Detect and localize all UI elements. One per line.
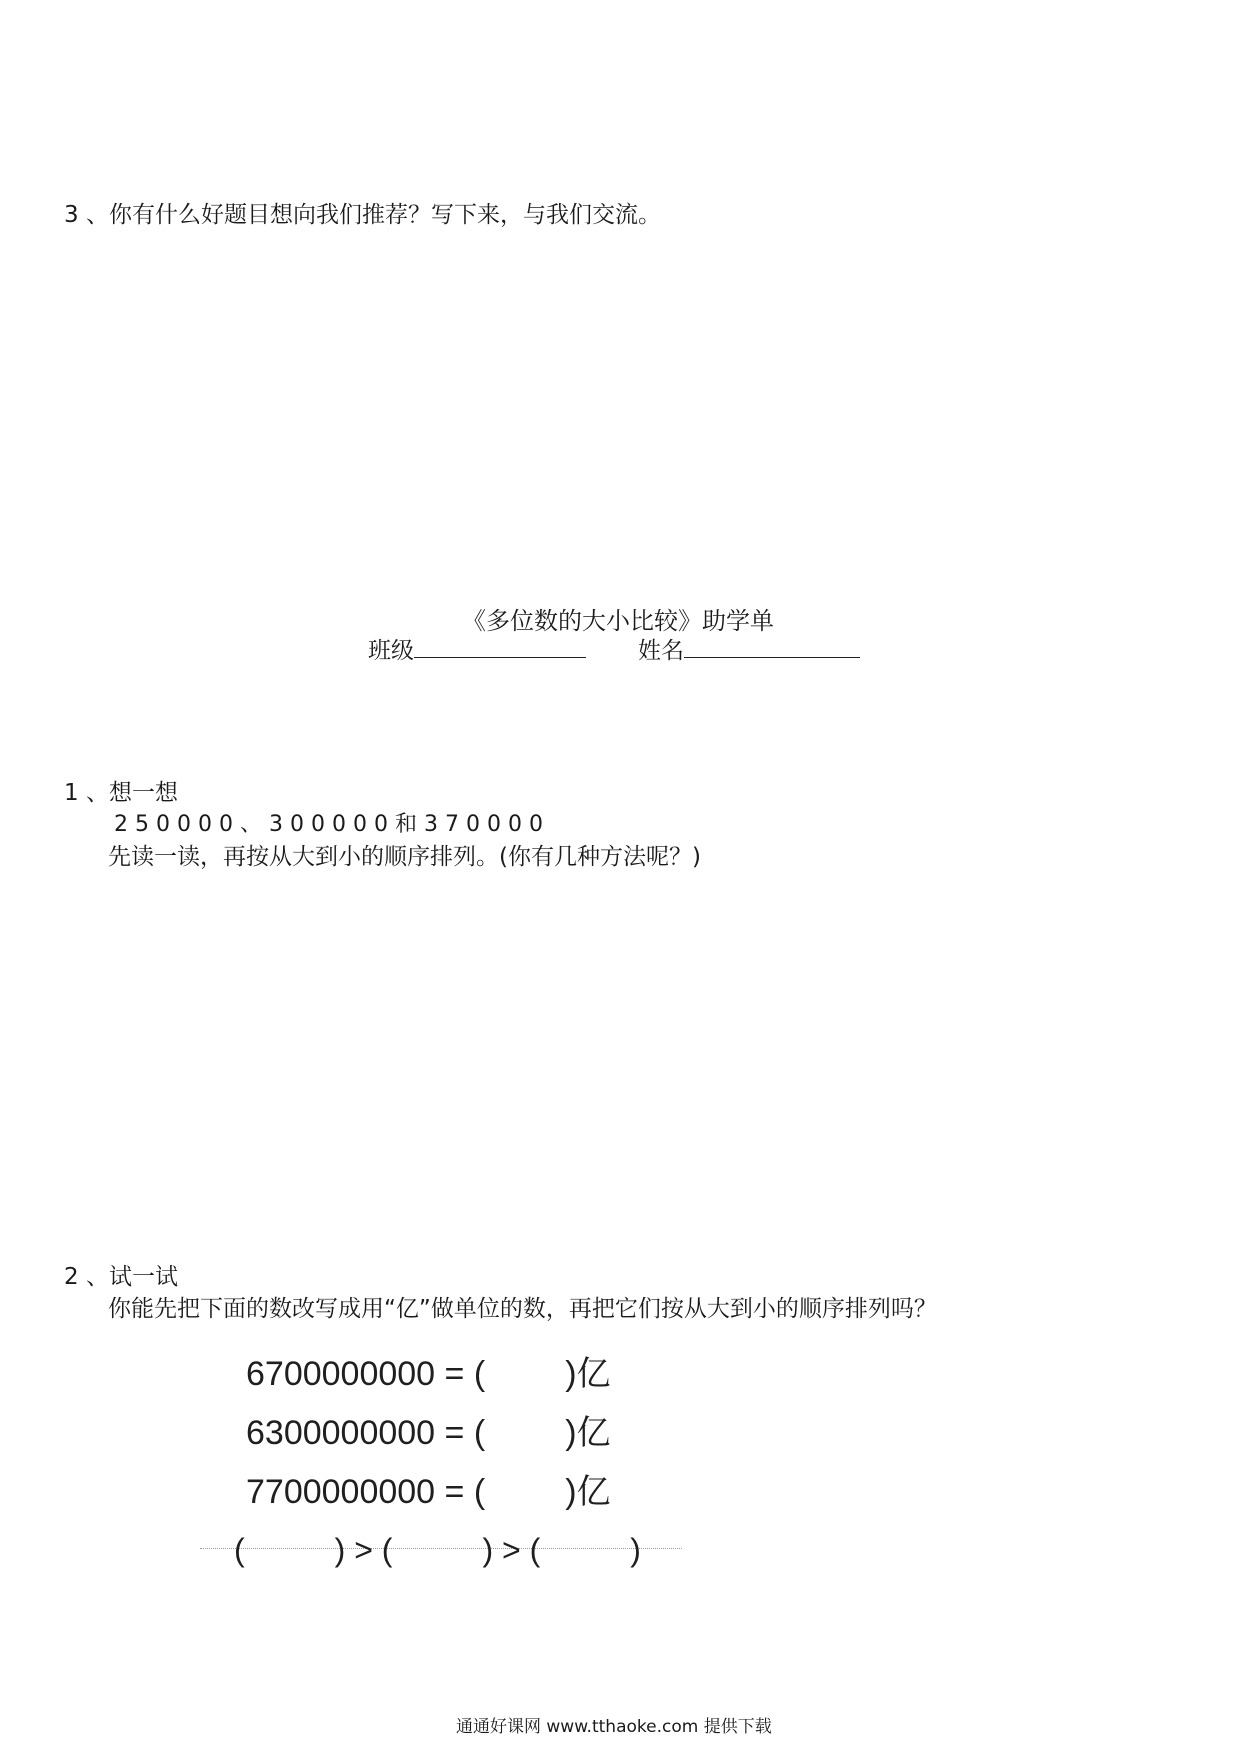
footer-text: 通通好课网 www.tthaoke.com 提供下载: [456, 1717, 772, 1737]
greater-than-sign: >: [354, 1532, 373, 1568]
equation-row: [246, 1354, 611, 1394]
equation-number: 6300000000: [246, 1414, 436, 1452]
unit-label: 亿: [576, 1414, 611, 1452]
unit-label: 亿: [576, 1355, 611, 1393]
open-paren: (: [473, 1473, 486, 1511]
close-paren: ): [482, 1532, 494, 1568]
worksheet-title: 《多位数的大小比较》助学单: [462, 607, 774, 635]
class-label: 班级: [368, 638, 414, 664]
open-paren: (: [473, 1355, 486, 1393]
equals-sign: =: [444, 1414, 465, 1452]
name-blank-line[interactable]: [684, 637, 860, 658]
section-2-instruction: 你能先把下面的数改写成用“亿”做单位的数，再把它们按从大到小的顺序排列吗？: [108, 1296, 937, 1322]
open-paren: (: [381, 1532, 393, 1568]
close-paren: ): [565, 1355, 577, 1393]
close-paren: ): [630, 1532, 641, 1568]
equation-number: 7700000000: [246, 1473, 436, 1511]
close-paren: ): [334, 1532, 346, 1568]
name-label: 姓名: [638, 638, 684, 664]
greater-than-sign: >: [501, 1532, 521, 1568]
unit-label: 亿: [576, 1473, 611, 1511]
question-3-text: 3 、你有什么好题目想向我们推荐？写下来，与我们交流。: [64, 202, 661, 228]
open-paren: (: [473, 1414, 486, 1452]
comparison-row: [234, 1530, 641, 1570]
open-paren: (: [529, 1532, 541, 1568]
equation-number: 6700000000: [246, 1355, 436, 1393]
equation-row: [246, 1472, 611, 1512]
section-1-numbers: 250000、300000和370000: [114, 812, 550, 837]
section-2-heading: 2 、试一试: [64, 1264, 178, 1290]
open-paren: (: [234, 1532, 245, 1568]
equals-sign: =: [444, 1355, 465, 1393]
section-1-heading: 1 、想一想: [64, 780, 178, 806]
equals-sign: =: [444, 1473, 465, 1511]
class-name-row: [368, 636, 860, 666]
section-1-instruction: 先读一读，再按从大到小的顺序排列。(你有几种方法呢？): [108, 844, 701, 870]
close-paren: ): [565, 1473, 577, 1511]
close-paren: ): [565, 1414, 577, 1452]
class-blank-line[interactable]: [414, 637, 586, 658]
equation-row: [246, 1413, 611, 1453]
